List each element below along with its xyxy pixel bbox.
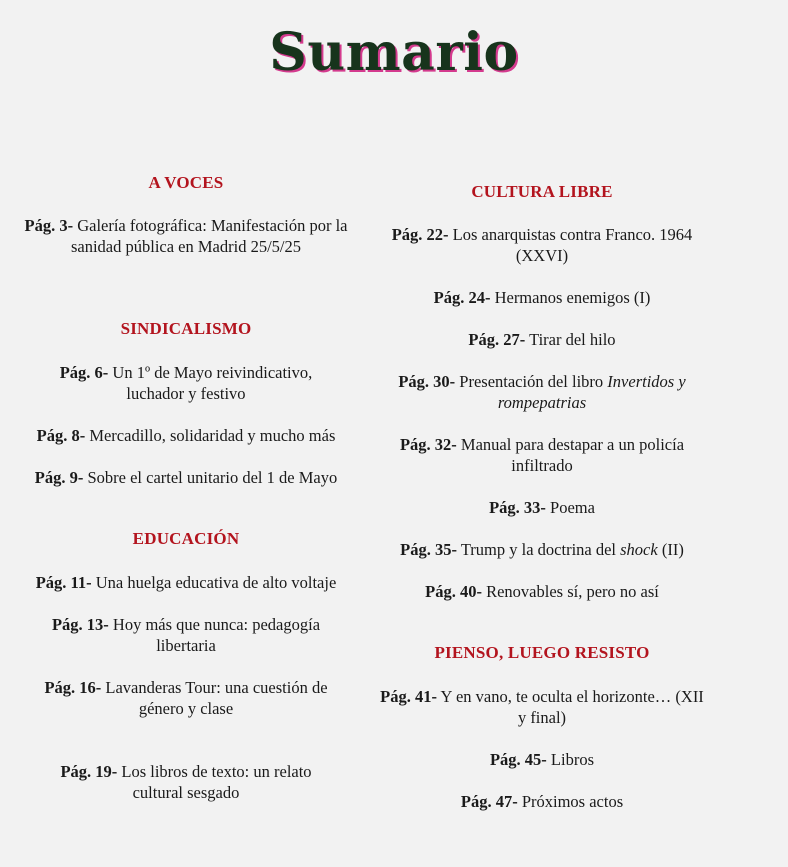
entry-title: Sobre el cartel unitario del 1 de Mayo [87, 468, 338, 487]
toc-entry[interactable] [372, 434, 712, 476]
toc-entry[interactable] [6, 677, 366, 719]
entry-title: Los anarquistas contra Franco. 1964 (XXVI) [452, 225, 693, 265]
entry-title: Poema [550, 498, 595, 517]
page-number: Pág. 8- [36, 426, 86, 445]
toc-entry[interactable] [372, 581, 712, 602]
toc-entry[interactable] [372, 791, 712, 812]
toc-entry[interactable] [372, 224, 712, 266]
page-number: Pág. 13- [51, 615, 109, 634]
entry-title: Tirar del hilo [529, 330, 616, 349]
page-number: Pág. 16- [44, 678, 102, 697]
section-heading-educacion: EDUCACIÓN [132, 529, 240, 548]
entry-title: Una huelga educativa de alto voltaje [95, 573, 337, 592]
toc-entry[interactable] [0, 572, 378, 593]
toc-entry[interactable] [372, 497, 712, 518]
entry-title-italic: shock [620, 540, 658, 559]
toc-entry[interactable] [372, 329, 712, 350]
entry-title: Mercadillo, solidaridad y mucho más [89, 426, 336, 445]
page-number: Pág. 24- [433, 288, 491, 307]
toc-entry[interactable] [372, 686, 712, 728]
section-heading-sindicalismo: SINDICALISMO [120, 319, 252, 338]
toc-entry[interactable] [6, 425, 366, 446]
page-number: Pág. 47- [460, 792, 518, 811]
entry-title-italic: Invertidos y rompepatrias [497, 372, 686, 412]
page-number: Pág. 40- [425, 582, 482, 601]
page-number: Pág. 9- [34, 468, 84, 487]
toc-entry[interactable] [0, 467, 378, 488]
entry-title: Libros [550, 750, 595, 769]
toc-entry[interactable] [372, 371, 712, 413]
entry-title: Hoy más que nunca: pedagogía libertaria [112, 615, 321, 655]
page-number: Pág. 22- [391, 225, 449, 244]
entry-title-suffix: (II) [661, 540, 684, 559]
toc-entry[interactable] [6, 362, 366, 404]
page-number: Pág. 6- [59, 363, 109, 382]
entry-title: Manual para destapar a un policía infiltrado [460, 435, 685, 475]
page-number: Pág. 30- [398, 372, 456, 391]
toc-entry[interactable] [6, 215, 366, 257]
entry-title: Lavanderas Tour: una cuestión de género y clase [105, 678, 328, 718]
toc-entry[interactable] [372, 749, 712, 770]
page-number: Pág. 41- [380, 687, 437, 706]
entry-title: Los libros de texto: un relato cultural sesgado [121, 762, 312, 802]
section-heading-pienso-luego-resisto: PIENSO, LUEGO RESISTO [434, 643, 650, 662]
toc-entry[interactable] [372, 287, 712, 308]
section-heading-cultura-libre: CULTURA LIBRE [471, 182, 613, 201]
toc-entry[interactable] [6, 614, 366, 656]
entry-title: Un 1º de Mayo reivindicativo, luchador y festivo [112, 363, 313, 403]
page-number: Pág. 35- [400, 540, 457, 559]
page-number: Pág. 3- [24, 216, 74, 235]
toc-entry[interactable] [6, 761, 366, 803]
entry-title: Y en vano, te oculta el horizonte… (XII y final) [440, 687, 704, 727]
page-number: Pág. 32- [399, 435, 457, 454]
toc-entry[interactable] [372, 539, 712, 560]
page-number: Pág. 33- [489, 498, 546, 517]
page-number: Pág. 19- [60, 762, 118, 781]
page-number: Pág. 27- [468, 330, 526, 349]
entry-title: Próximos actos [521, 792, 624, 811]
entry-title: Renovables sí, pero no así [486, 582, 659, 601]
page-number: Pág. 45- [489, 750, 547, 769]
entry-title: Hermanos enemigos (I) [494, 288, 651, 307]
entry-title: Presentación del libro [459, 372, 604, 391]
section-heading-a-voces: A VOCES [148, 173, 224, 192]
page-number: Pág. 11- [35, 573, 92, 592]
entry-title: Galería fotográfica: Manifestación por la sanidad pública en Madrid 25/5/25 [70, 216, 348, 256]
page-title: Sumario [269, 22, 519, 83]
entry-title: Trump y la doctrina del [460, 540, 617, 559]
